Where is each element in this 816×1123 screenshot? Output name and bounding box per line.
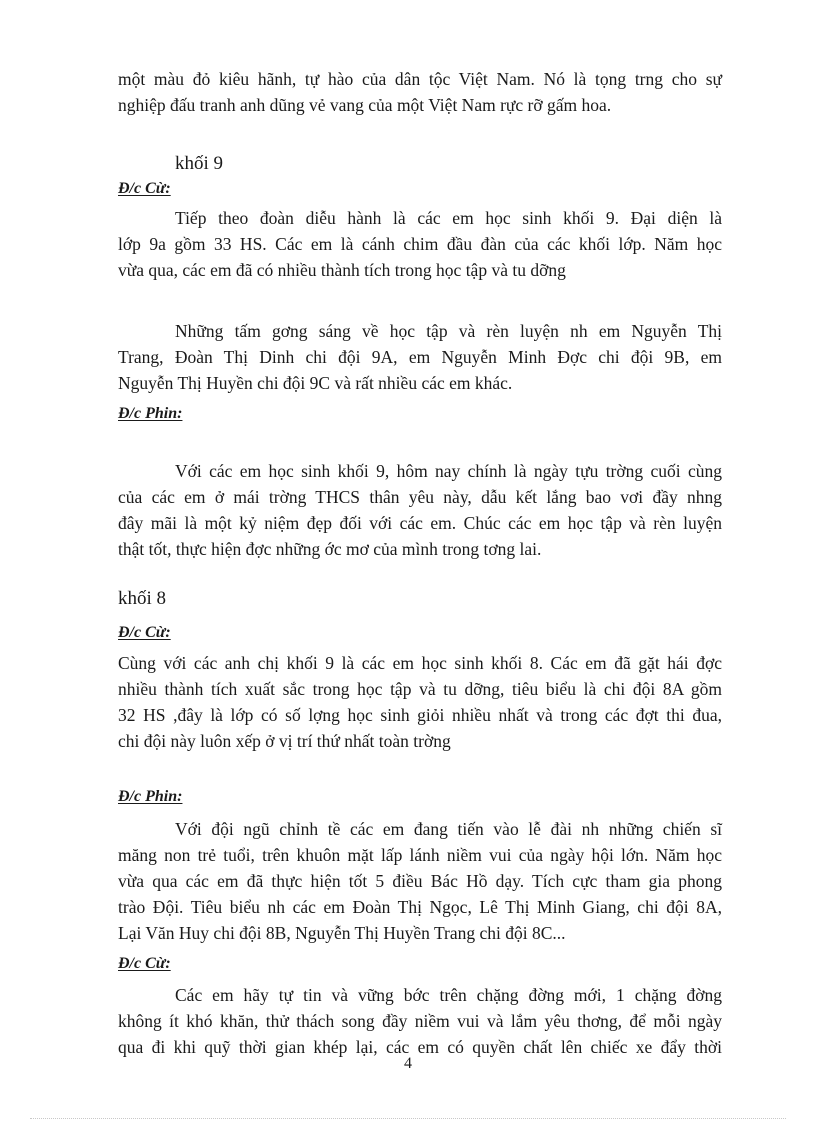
- text-line: nghiệp đấu tranh anh dũng vẻ vang của một Việt Nam rực rỡ gấm hoa.: [118, 95, 612, 115]
- speaker-label: Đ/c Cừ:: [118, 180, 171, 197]
- text-line: chi đội này luôn xếp ở vị trí thứ nhất toàn trờng: [118, 731, 451, 751]
- text-line: thật tốt, thực hiện đợc những ớc mơ của mình trong tơng lai.: [118, 539, 542, 559]
- speaker-label: Đ/c Cừ:: [118, 624, 171, 641]
- text-line: một màu đỏ kiêu hãnh, tự hào của dân tộc Việt Nam. Nó là tọng trng cho sự: [118, 69, 722, 89]
- text-line: Tiếp theo đoàn diễu hành là các em học sinh khối 9. Đại diện là: [175, 208, 722, 228]
- text-line: nhiều thành tích xuất sắc trong học tập và tu dỡng, tiêu biểu là chi đội 8A gồm: [118, 679, 722, 699]
- text-line: qua đi khi quỹ thời gian khép lại, các em có quyền chất lên chiếc xe đẩy thời: [118, 1037, 722, 1057]
- text-line: của các em ở mái trờng THCS thân yêu này, dẫu kết lắng bao vơi đầy nhng: [118, 487, 722, 507]
- paragraph-3: [118, 318, 722, 396]
- paragraph-7: [118, 982, 722, 1060]
- text-line: Cùng với các anh chị khối 9 là các em học sinh khối 8. Các em đã gặt hái đợc: [118, 653, 722, 673]
- paragraph-6: [118, 816, 722, 946]
- text-line: Trang, Đoàn Thị Dinh chi đội 9A, em Nguyễn Minh Đợc chi đội 9B, em: [118, 347, 722, 367]
- text-line: Với các em học sinh khối 9, hôm nay chính là ngày tựu trờng cuối cùng: [175, 461, 722, 481]
- paragraph-4: [118, 458, 722, 562]
- page-bottom-divider: [30, 1118, 786, 1119]
- speaker-label: Đ/c Phin:: [118, 405, 183, 422]
- text-line: Các em hãy tự tin và vững bớc trên chặng đờng mới, 1 chặng đờng: [175, 985, 722, 1005]
- section-heading-khoi-8: khối 8: [118, 588, 167, 609]
- text-line: Lại Văn Huy chi đội 8B, Nguyễn Thị Huyền Trang chi đội 8C...: [118, 923, 566, 943]
- text-line: vừa qua các em đã thực hiện tốt 5 điều Bác Hồ dạy. Tích cực tham gia phong: [118, 871, 722, 891]
- paragraph-1: [118, 66, 722, 118]
- speaker-label: Đ/c Phin:: [118, 788, 183, 805]
- text-line: măng non trẻ tuổi, trên khuôn mặt lấp lánh niềm vui của ngày hội lớn. Năm học: [118, 845, 722, 865]
- text-line: trào Đội. Tiêu biểu nh các em Đoàn Thị Ngọc, Lê Thị Minh Giang, chi đội 8A,: [118, 897, 722, 917]
- speaker-label: Đ/c Cừ:: [118, 955, 171, 972]
- text-line: đây mãi là một kỷ niệm đẹp đối với các em. Chúc các em học tập và rèn luyện: [118, 513, 722, 533]
- text-line: Với đội ngũ chỉnh tề các em đang tiến vào lễ đài nh những chiến sĩ: [175, 819, 722, 839]
- paragraph-2: [118, 205, 722, 283]
- text-line: vừa qua, các em đã có nhiều thành tích trong học tập và tu dỡng: [118, 260, 566, 280]
- text-line: không ít khó khăn, thử thách song đầy niềm vui và lắm yêu thơng, để mỗi ngày: [118, 1011, 722, 1031]
- text-line: Nguyễn Thị Huyền chi đội 9C và rất nhiều các em khác.: [118, 373, 513, 393]
- paragraph-5: [118, 650, 722, 754]
- text-line: lớp 9a gồm 33 HS. Các em là cánh chim đầu đàn của các khối lớp. Năm học: [118, 234, 722, 254]
- text-line: 32 HS ,đây là lớp có số lợng học sinh giỏi nhiều nhất và trong các đợt thi đua,: [118, 705, 722, 725]
- section-heading-khoi-9: khối 9: [175, 153, 224, 174]
- text-line: Những tấm gơng sáng về học tập và rèn luyện nh em Nguyễn Thị: [175, 321, 722, 341]
- page-number: 4: [404, 1055, 412, 1072]
